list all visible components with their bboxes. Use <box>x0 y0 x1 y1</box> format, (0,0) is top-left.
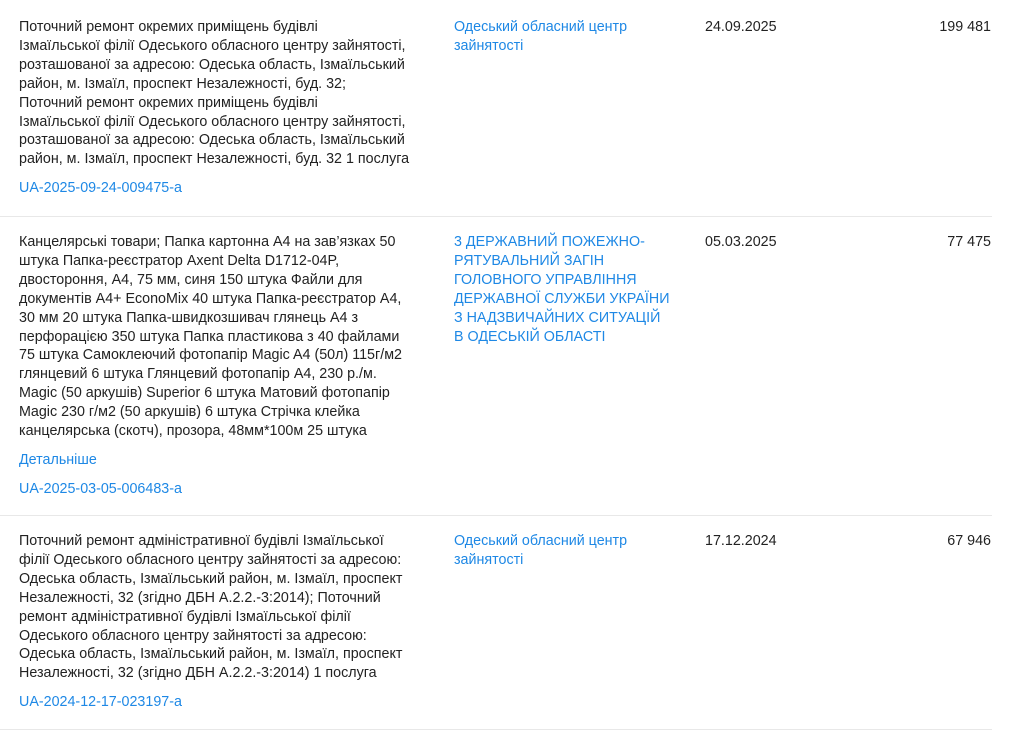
tender-description-line: район, м. Ізмаїл, проспект Незалежності, буд. 32 1 послуга <box>19 151 410 168</box>
tender-description <box>19 233 431 499</box>
tender-description-line: Ізмаїльської філії Одеського обласного центру зайнятості, <box>19 37 406 54</box>
tender-description-line: канцелярська (скотч), прозора, 48мм*100м 25 штука <box>19 423 367 440</box>
procuring-entity-line[interactable]: В ОДЕСЬКІЙ ОБЛАСТІ <box>454 328 606 345</box>
tender-row <box>0 216 992 516</box>
details-link[interactable]: Детальніше <box>19 451 97 468</box>
tender-description-line: Канцелярські товари; Папка картонна А4 на зав’язках 50 <box>19 234 396 250</box>
tender-description-line: розташованої за адресою: Одеська область, Ізмаїльський <box>19 132 405 149</box>
tender-description-line: Одеська область, Ізмаїльський район, м. Ізмаїл, проспект <box>19 646 403 663</box>
tender-description-line: Magic (50 аркушів) Superior 6 штука Матовий фотопапір <box>19 385 390 402</box>
tender-amount: 199 481 <box>939 19 991 35</box>
tender-description-line: Одеська область, Ізмаїльський район, м. Ізмаїл, проспект <box>19 570 403 587</box>
tender-date: 17.12.2024 <box>705 533 777 549</box>
procuring-entity-line[interactable]: 3 ДЕРЖАВНИЙ ПОЖЕЖНО- <box>454 234 645 250</box>
procuring-entity[interactable] <box>454 233 674 346</box>
tender-description-line: глянцевий 6 штука Глянцевий фотопапір А4, 230 р./м. <box>19 366 377 383</box>
tender-row <box>0 515 992 730</box>
procuring-entity-line[interactable]: зайнятості <box>454 37 524 54</box>
procuring-entity[interactable] <box>454 532 674 570</box>
tender-id-link[interactable]: UA-2025-03-05-006483-a <box>19 480 182 497</box>
tender-amount: 77 475 <box>947 234 991 250</box>
tender-description-line: 75 штука Самоклеючий фотопапір Magic A4 (50л) 115г/м2 <box>19 347 402 364</box>
tender-description <box>19 18 431 198</box>
tender-description-line: Ізмаїльської філії Одеського обласного центру зайнятості, <box>19 113 406 130</box>
tender-id-link[interactable]: UA-2025-09-24-009475-a <box>19 180 182 197</box>
procuring-entity-line[interactable]: Одеський обласний центр <box>454 533 628 549</box>
tender-description-line: Поточний ремонт окремих приміщень будівлі <box>19 94 318 111</box>
tender-date: 05.03.2025 <box>705 234 777 250</box>
tender-description-line: Одеського обласного центру зайнятості за адресою: <box>19 627 367 644</box>
tender-description-line: документів А4+ EconoMix 40 штука Папка-реєстратор А4, <box>19 290 402 307</box>
procuring-entity-line[interactable]: З НАДЗВИЧАЙНИХ СИТУАЦІЙ <box>454 309 661 326</box>
procuring-entity-line[interactable]: ГОЛОВНОГО УПРАВЛІННЯ <box>454 271 637 288</box>
tender-row <box>0 0 992 217</box>
tender-description-line: Поточний ремонт окремих приміщень будівлі <box>19 19 318 35</box>
tender-description-line: філії Одеського обласного центру зайнятості за адресою: <box>19 551 402 568</box>
tender-description-line: 30 мм 20 штука Папка-швидкозшивач глянець А4 з <box>19 309 359 326</box>
procuring-entity-line[interactable]: РЯТУВАЛЬНИЙ ЗАГІН <box>454 252 605 269</box>
procuring-entity-line[interactable]: Одеський обласний центр <box>454 19 628 35</box>
tender-description-line: Magic 230 г/м2 (50 аркушів) 6 штука Стрічка клейка <box>19 404 360 421</box>
tender-description-line: двостороння, А4, 75 мм, синя 150 штука Файли для <box>19 271 363 288</box>
tender-amount: 67 946 <box>947 533 991 549</box>
tender-description-line: розташованої за адресою: Одеська область, Ізмаїльський <box>19 56 405 73</box>
tender-date: 24.09.2025 <box>705 19 777 35</box>
tender-description-line: штука Папка-реєстратор Axent Delta D1712-04P, <box>19 252 340 269</box>
procuring-entity-line[interactable]: ДЕРЖАВНОЇ СЛУЖБИ УКРАЇНИ <box>454 290 670 307</box>
procuring-entity[interactable] <box>454 18 674 56</box>
tender-description <box>19 532 431 712</box>
tender-description-line: Незалежності, 32 (згідно ДБН А.2.2.-3:2014) 1 послуга <box>19 665 377 682</box>
tender-description-line: ремонт адміністративної будівлі Ізмаїльської філії <box>19 608 351 625</box>
tender-id-link[interactable]: UA-2024-12-17-023197-a <box>19 694 182 711</box>
tender-description-line: район, м. Ізмаїл, проспект Незалежності, буд. 32; <box>19 75 346 92</box>
tender-description-line: перфорацією 350 штука Папка пластикова з 40 файлами <box>19 328 400 345</box>
tender-description-line: Поточний ремонт адміністративної будівлі Ізмаїльської <box>19 533 384 549</box>
tender-description-line: Незалежності, 32 (згідно ДБН А.2.2.-3:2014); Поточний <box>19 589 381 606</box>
procuring-entity-line[interactable]: зайнятості <box>454 551 524 568</box>
